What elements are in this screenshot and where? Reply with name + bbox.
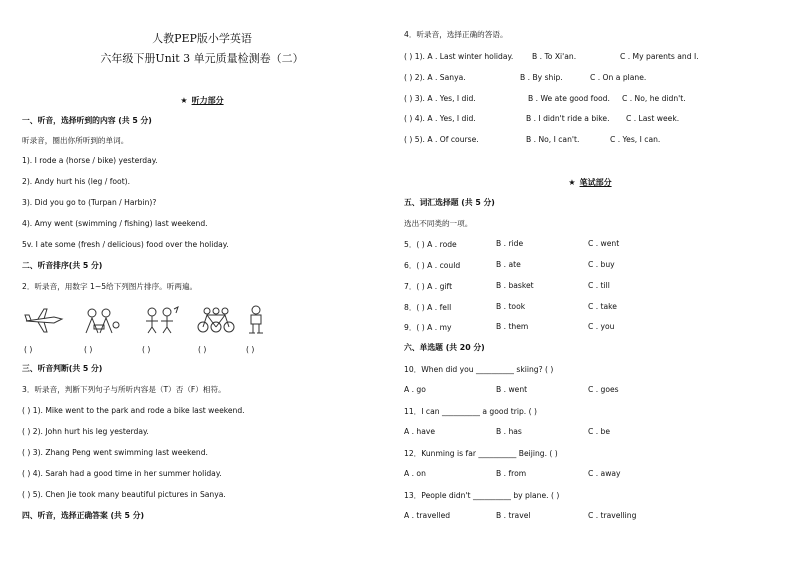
- writing-section-header: ★ 笔试部分: [568, 178, 612, 187]
- part3-item: ( ) 5). Chen Jie took many beautiful pictures in Sanya.: [22, 490, 226, 499]
- part5-question: 6．( ) A . could: [404, 261, 461, 270]
- part4-question: ( ) 4). A . Yes, I did.: [404, 114, 476, 123]
- part4-question: ( ) 2). A . Sanya.: [404, 73, 466, 82]
- answer-blank[interactable]: ( ): [84, 345, 93, 354]
- option-b: B . No, I can't.: [526, 135, 580, 144]
- part3-item: ( ) 4). Sarah had a good time in her summer holiday.: [22, 469, 222, 478]
- option-c: C . goes: [588, 385, 619, 394]
- document-title: 人教PEP版小学英语: [152, 32, 252, 45]
- option-a: A . on: [404, 469, 426, 478]
- bicycle-picture: [196, 305, 236, 335]
- part6-heading: 六、单选题 (共 20 分): [404, 343, 485, 352]
- part6-question: 10．When did you __________ skiing? ( ): [404, 365, 554, 374]
- part1-heading: 一、听音，选择听到的内容 (共 5 分): [22, 116, 152, 125]
- listening-section-header: ★ 听力部分: [180, 96, 224, 105]
- option-b: B . ate: [496, 260, 521, 269]
- part1-item: 3). Did you go to (Turpan / Harbin)?: [22, 198, 157, 207]
- option-c: C . travelling: [588, 511, 637, 520]
- boy-picture: [244, 305, 268, 335]
- option-c: C . My parents and I.: [620, 52, 699, 61]
- answer-blank[interactable]: ( ): [142, 345, 151, 354]
- part3-item: ( ) 3). Zhang Peng went swimming last weekend.: [22, 448, 208, 457]
- left-column: [22, 0, 382, 561]
- option-c: C . you: [588, 322, 615, 331]
- part6-question: 13．People didn't __________ by plane. ( ): [404, 491, 560, 500]
- airplane-picture: [24, 305, 64, 335]
- option-a: A . have: [404, 427, 436, 436]
- answer-blank[interactable]: ( ): [24, 345, 33, 354]
- part4-instruction: 4．听录音，选择正确的答语。: [404, 30, 508, 39]
- option-c: C . Yes, I can.: [610, 135, 661, 144]
- option-c: C . take: [588, 302, 617, 311]
- option-c: C . On a plane.: [590, 73, 647, 82]
- option-c: C . away: [588, 469, 621, 478]
- part6-question: 12．Kunming is far __________ Beijing. ( ): [404, 449, 558, 458]
- part5-question: 8．( ) A . fell: [404, 303, 452, 312]
- option-b: B . from: [496, 469, 527, 478]
- answer-blank[interactable]: ( ): [198, 345, 207, 354]
- option-b: B . We ate good food.: [528, 94, 610, 103]
- option-b: B . I didn't ride a bike.: [526, 114, 610, 123]
- option-b: B . has: [496, 427, 522, 436]
- option-b: B . travel: [496, 511, 531, 520]
- part4-question: ( ) 1). A . Last winter holiday.: [404, 52, 514, 61]
- part3-item: ( ) 1). Mike went to the park and rode a bike last weekend.: [22, 406, 245, 415]
- option-c: C . Last week.: [626, 114, 680, 123]
- option-c: C . went: [588, 239, 620, 248]
- part1-instruction: 听录音，圈出你所听到的单词。: [22, 136, 129, 145]
- star-icon: ★: [180, 96, 188, 105]
- part5-question: 9．( ) A . my: [404, 323, 452, 332]
- option-a: A . go: [404, 385, 426, 394]
- kids-picture: [140, 305, 180, 335]
- part1-item: 2). Andy hurt his (leg / foot).: [22, 177, 131, 186]
- option-b: B . To Xi'an.: [532, 52, 577, 61]
- option-c: C . be: [588, 427, 611, 436]
- part4-question: ( ) 3). A . Yes, I did.: [404, 94, 476, 103]
- part1-item: 1). I rode a (horse / bike) yesterday.: [22, 156, 158, 165]
- part3-item: ( ) 2). John hurt his leg yesterday.: [22, 427, 149, 436]
- part1-item: 5v. I ate some (fresh / delicious) food over the holiday.: [22, 240, 229, 249]
- option-c: C . No, he didn't.: [622, 94, 686, 103]
- part2-instruction: 2．听录音，用数字 1~5给下列图片排序。听两遍。: [22, 282, 198, 291]
- part5-heading: 五、词汇选择题 (共 5 分): [404, 198, 495, 207]
- part5-question: 7．( ) A . gift: [404, 282, 453, 291]
- part5-question: 5．( ) A . rode: [404, 240, 457, 249]
- option-b: B . basket: [496, 281, 534, 290]
- option-b: B . By ship.: [520, 73, 563, 82]
- part3-heading: 三、听音判断(共 5 分): [22, 364, 103, 373]
- part4-heading: 四、听音，选择正确答案 (共 5 分): [22, 511, 145, 520]
- part2-heading: 二、听音排序(共 5 分): [22, 261, 103, 270]
- part3-instruction: 3．听录音，判断下列句子与所听内容是（T）否（F）相符。: [22, 385, 226, 394]
- answer-blank[interactable]: ( ): [246, 345, 255, 354]
- part6-question: 11．I can __________ a good trip. ( ): [404, 407, 537, 416]
- option-b: B . took: [496, 302, 526, 311]
- document-subtitle: 六年级下册Unit 3 单元质量检测卷（二）: [100, 52, 304, 65]
- part1-item: 4). Amy went (swimming / fishing) last weekend.: [22, 219, 208, 228]
- option-b: B . ride: [496, 239, 524, 248]
- option-a: A . travelled: [404, 511, 451, 520]
- part4-question: ( ) 5). A . Of course.: [404, 135, 479, 144]
- part5-instruction: 选出不同类的一项。: [404, 219, 473, 228]
- picnic-picture: [82, 305, 122, 335]
- star-icon: ★: [568, 178, 576, 187]
- option-c: C . buy: [588, 260, 615, 269]
- option-c: C . till: [588, 281, 610, 290]
- right-column: [404, 0, 776, 561]
- option-b: B . them: [496, 322, 529, 331]
- option-b: B . went: [496, 385, 528, 394]
